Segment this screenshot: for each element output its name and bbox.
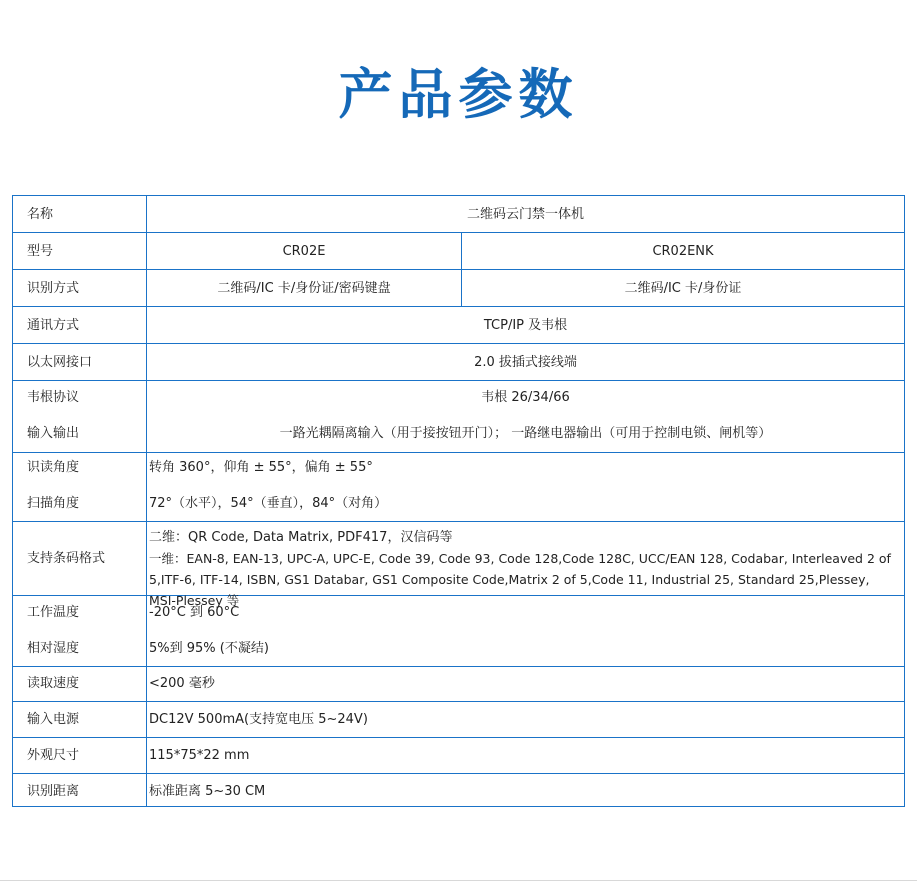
value-model-a: CR02E bbox=[282, 244, 326, 259]
value-name: 二维码云门禁一体机 bbox=[466, 207, 584, 222]
label-speed: 读取速度 bbox=[27, 676, 80, 691]
value-recognition-a: 二维码/IC 卡/身份证/密码键盘 bbox=[217, 281, 391, 296]
value-barcodes-2d: 二维：QR Code, Data Matrix, PDF417，汉信码等 bbox=[149, 530, 453, 545]
label-comm: 通讯方式 bbox=[27, 318, 80, 333]
label-size: 外观尺寸 bbox=[27, 748, 80, 763]
label-distance: 识别距离 bbox=[27, 784, 80, 799]
label-barcodes: 支持条码格式 bbox=[27, 551, 106, 566]
value-scan-angle: 72°（水平），54°（垂直），84°（对角） bbox=[149, 496, 388, 511]
label-read-angle: 识读角度 bbox=[27, 460, 80, 475]
label-scan-angle: 扫描角度 bbox=[27, 496, 80, 511]
label-name: 名称 bbox=[27, 207, 54, 222]
value-model-b: CR02ENK bbox=[652, 244, 714, 259]
value-read-angle: 转角 360°，仰角 ± 55°，偏角 ± 55° bbox=[149, 460, 373, 475]
label-recognition: 识别方式 bbox=[27, 281, 80, 296]
value-barcodes-1d: 一维：EAN-8, EAN-13, UPC-A, UPC-E, Code 39, Code 93, Code 128,Code 128C, UCC/EAN 128, Codabar, Interleaved 2 of 5,ITF-6, ITF-14, ISBN, GS1 Databar, GS1 Composite Code,Matrix 2 of 5,Code 11, Industrial 25, Standard 25,Plessey, MSI-Plessey 等 bbox=[149, 551, 891, 608]
value-comm: TCP/IP 及韦根 bbox=[483, 318, 568, 333]
value-humidity: 5%到 95% (不凝结) bbox=[149, 641, 269, 656]
value-power: DC12V 500mA(支持宽电压 5~24V) bbox=[149, 712, 368, 727]
page-title: 产品参数 bbox=[338, 63, 579, 126]
value-ethernet: 2.0 拔插式接线端 bbox=[474, 355, 577, 370]
value-temp: -20°C 到 60°C bbox=[149, 605, 240, 620]
value-speed: <200 毫秒 bbox=[149, 676, 215, 691]
value-wiegand: 韦根 26/34/66 bbox=[481, 390, 570, 405]
value-size: 115*75*22 mm bbox=[149, 748, 250, 763]
label-temp: 工作温度 bbox=[27, 605, 80, 620]
label-humidity: 相对湿度 bbox=[27, 641, 80, 656]
label-power: 输入电源 bbox=[27, 712, 80, 727]
label-ethernet: 以太网接口 bbox=[27, 355, 93, 370]
value-recognition-b: 二维码/IC 卡/身份证 bbox=[624, 281, 742, 296]
spec-table bbox=[12, 195, 905, 807]
footer-divider bbox=[0, 880, 917, 881]
label-model: 型号 bbox=[27, 244, 54, 259]
label-wiegand: 韦根协议 bbox=[27, 390, 80, 405]
value-io: 一路光耦隔离输入（用于接按钮开门）； 一路继电器输出（可用于控制电锁、闸机等） bbox=[279, 426, 772, 441]
label-io: 输入输出 bbox=[27, 426, 80, 441]
value-distance: 标准距离 5~30 CM bbox=[149, 784, 266, 799]
